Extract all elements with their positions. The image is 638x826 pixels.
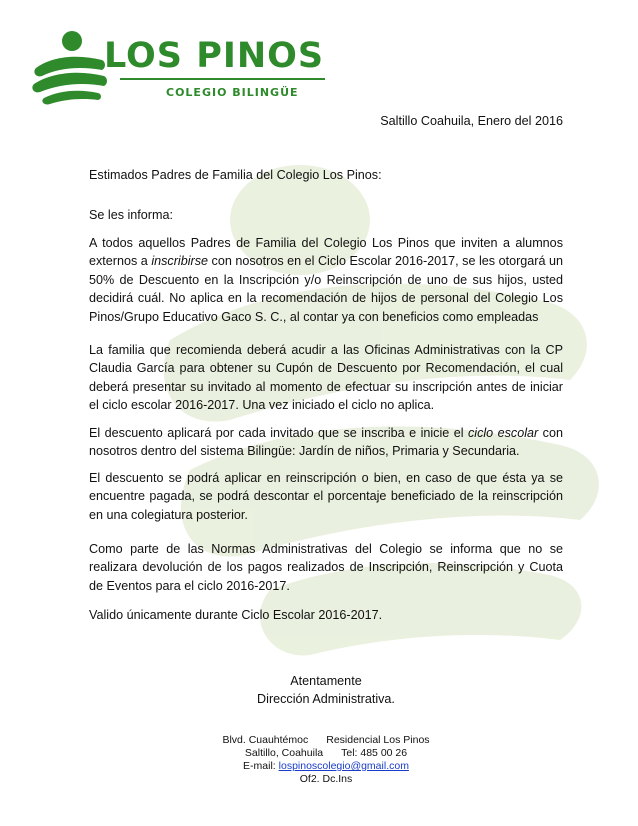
logo-divider bbox=[120, 78, 325, 80]
closing-block bbox=[89, 672, 563, 708]
letter-date: Saltillo Coahuila, Enero del 2016 bbox=[380, 114, 563, 128]
logo-subtitle: COLEGIO BILINGÜE bbox=[166, 86, 299, 99]
paragraph-coupon-procedure: La familia que recomienda deberá acudir a las Oficinas Administrativas con la CP Claudia García para obtener su Cupón de Descuento por Recomendación, el cual deberá presentar su invitado al momento de efectuar su inscripción antes de iniciar el ciclo escolar 2016-2017. Una vez iniciado el ciclo no aplica. bbox=[89, 343, 563, 413]
pine-emblem-icon bbox=[30, 28, 110, 106]
closing-greeting: Atentamente bbox=[290, 674, 362, 688]
paragraph-no-refunds: Como parte de las Normas Administrativas del Colegio se informa que no se realizara devolución de los pagos realizados de Inscripción, Reinscripción y Cuota de Eventos para el ciclo 2016-2017. bbox=[89, 542, 563, 593]
letter-footer bbox=[89, 734, 563, 786]
footer-city-phone: Saltillo, Coahuila Tel: 485 00 26 bbox=[244, 747, 408, 759]
email-link[interactable]: lospinoscolegio@gmail.com bbox=[278, 760, 409, 772]
footer-address: Blvd. Cuauhtémoc Residencial Los Pinos bbox=[222, 734, 430, 746]
school-logo bbox=[30, 28, 330, 106]
intro-line: Se les informa: bbox=[89, 208, 173, 222]
paragraph-per-invitee: El descuento aplicará por cada invitado que se inscriba e inicie el ciclo escolar con nosotros dentro del sistema Bilingüe: Jardín de niños, Primaria y Secundaria. bbox=[89, 426, 563, 459]
footer-reference: Of2. Dc.Ins bbox=[299, 773, 353, 785]
paragraph-reenrollment: El descuento se podrá aplicar en reinscripción o bien, en caso de que ésta ya se encuentre pagada, se podrá descontar el porcentaje beneficiado de la reinscripción en una colegiatura posterior. bbox=[89, 471, 563, 522]
signature-department: Dirección Administrativa. bbox=[257, 692, 395, 706]
logo-title: LOS PINOS bbox=[104, 36, 325, 76]
validity-note: Valido únicamente durante Ciclo Escolar 2016-2017. bbox=[89, 608, 383, 622]
footer-email: E-mail: lospinoscolegio@gmail.com bbox=[243, 760, 409, 772]
paragraph-discount-offer: A todos aquellos Padres de Familia del Colegio Los Pinos que inviten a alumnos externos a inscribirse con nosotros en el Ciclo Escolar 2016-2017, se les otorgará un 50% de Descuento en la Inscripción y/o Reinscripción de uno de sus hijos, usted decidirá cuál. No aplica en la recomendación de hijos de personal del Colegio Los Pinos/Grupo Educativo Gaco S. C., al contar ya con beneficios como empleadas bbox=[89, 236, 563, 324]
salutation: Estimados Padres de Familia del Colegio Los Pinos: bbox=[89, 168, 382, 182]
